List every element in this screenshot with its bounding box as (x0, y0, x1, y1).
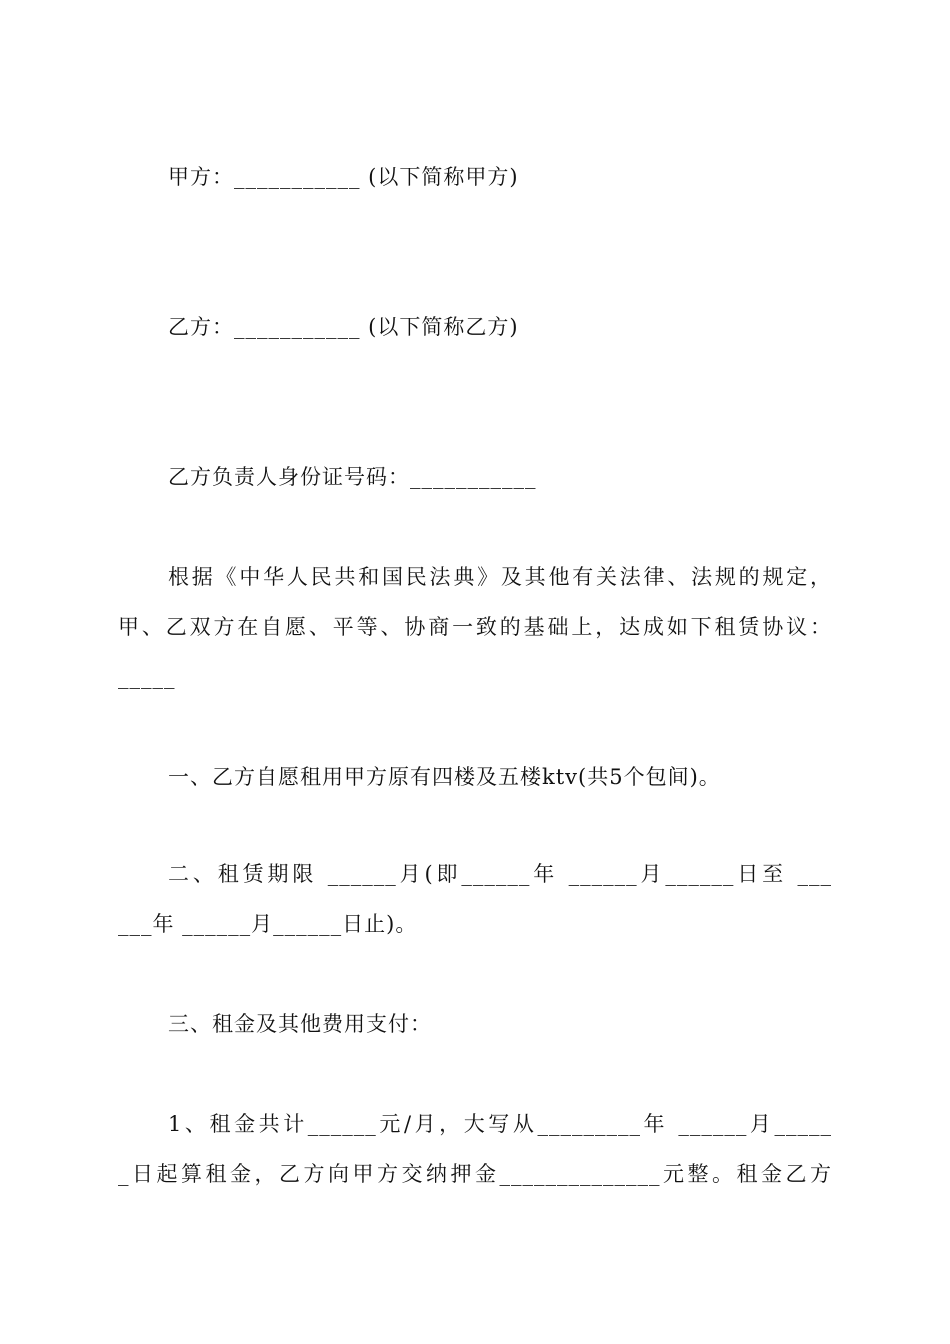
party-b-id-line: 乙方负责人身份证号码：___________ (168, 465, 537, 489)
preamble-blank: _____ (118, 665, 176, 689)
preamble-line-1: 根据《中华人民共和国民法典》及其他有关法律、法规的规定， (168, 565, 832, 589)
party-b-line: 乙方：___________ (以下简称乙方) (168, 315, 519, 339)
clause-3-heading: 三、租金及其他费用支付： (168, 1012, 432, 1036)
clause-2-line-1: 二、租赁期限 ______月(即______年 ______月______日至 ___ (168, 862, 832, 886)
preamble-line-2: 甲、乙双方在自愿、平等、协商一致的基础上，达成如下租赁协议： (118, 615, 832, 639)
clause-1: 一、乙方自愿租用甲方原有四楼及五楼ktv(共5个包间)。 (168, 765, 721, 789)
party-a-line: 甲方：___________ (以下简称甲方) (168, 165, 519, 189)
clause-3-1-line-2: _日起算租金，乙方向甲方交纳押金______________元整。租金乙方 (118, 1162, 832, 1186)
clause-3-1-line-1: 1、租金共计______元/月，大写从_________年 ______月_____ (168, 1112, 832, 1136)
clause-2-line-2: ___年 ______月______日止)。 (118, 912, 418, 936)
